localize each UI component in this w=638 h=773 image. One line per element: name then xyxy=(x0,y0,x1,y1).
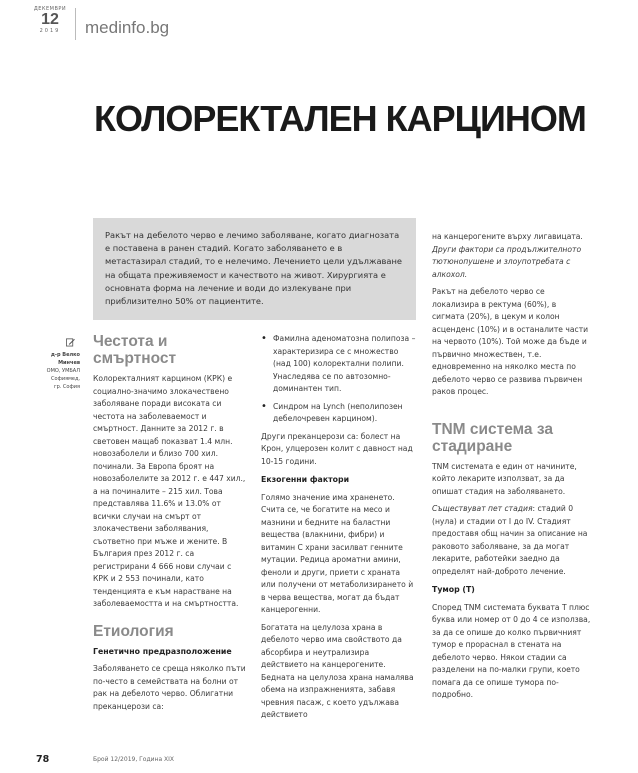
paragraph: Според TNM системата буквата T плюс буква или номер от 0 до 4 се използва, за да се опише до колко първичният тумор е прораснал в стената на дебелото черво. Някои стадии са разделени на по-малки групи, което помага да се опише тумора по-подробно. xyxy=(432,602,591,699)
header-divider xyxy=(75,8,76,40)
paragraph: Заболяването се среща няколко пъти по-често в семействата на болни от рак на дебелото черво. Облигатни преканцерози са: xyxy=(93,664,246,711)
intro-text: Ракът на дебелото черво е лечимо заболяване, когато диагнозата е поставена в ранен стадий. Когато заболяването е в метастазирал стадий, то е нелечимо. Лечението цели удължаване на общата преживяемост и качеството на живот. Хирургията е основната форма на лечение и води до излекуване при приблизително 50% от пациентите. xyxy=(105,230,403,307)
issue-month: ДЕКЕМВРИ xyxy=(33,6,67,12)
column-2 xyxy=(261,333,416,727)
subheading-exogenous: Екзогенни фактори xyxy=(261,475,350,484)
section-heading-etiology: Етиология xyxy=(93,622,174,640)
paragraph: Ракът на дебелото черво се локализира в ректума (60%), в сигмата (20%), в цекум и колон асценденс (10%) и в останалите части на червото (10%). Той може да бъде и първично множествен, т.е. едновременно на няколко места по дебелото черво се развива първичен раков процес. xyxy=(432,287,589,396)
paragraph: TNM системата е един от начините, който лекарите използват, за да опишат стадия на заболяването. xyxy=(432,461,577,496)
section-heading-incidence: Честота и смъртност xyxy=(93,333,177,367)
paragraph: Колоректалният карцином (КРК) е социално-значимо злокачествено заболяване поради високата си честота на заболеваемост и смъртност. Данните за 2012 г. в световен мащаб показват 1.4 млн. новозаболели и близо 700 хил. починали. За Европа броят на новозаболелите за 2012 г. е 447 хил., а на починалите – 215 хил. Това представлява 11.6% и 13.0% от всички случаи на смърт от злокачествени заболявания, съответно при мъже и жените. В България през 2012 г. са регистрирани 4 666 нови случаи с КРК и 2 553 починали, като тенденцията е към нарастване на заболеваемостта и на смъртността. xyxy=(93,374,246,608)
list-item: • Синдром на Lynch (неполипозен дебелочревен карцином). xyxy=(261,401,416,426)
article-title: КОЛОРЕКТАЛЕН КАРЦИНОМ xyxy=(94,98,586,139)
page-number: 78 xyxy=(36,754,50,765)
author-name-line2: Минчев xyxy=(58,360,80,366)
emphasis-text: Съществуват пет стадия xyxy=(432,504,533,513)
author-affiliation-line1: ОМО, УМБАЛ xyxy=(46,368,80,374)
paragraph: на канцерогените върху лигавицата. xyxy=(432,232,583,241)
precancerosis-list xyxy=(261,333,416,426)
issue-number: 12 xyxy=(41,11,59,28)
list-item: • Фамилна аденоматозна полипоза – характеризира се с множество (над 100) колоректални полипи. Унаследява се по автозомно-доминантен тип. xyxy=(261,333,416,396)
site-name: medinfo.bg xyxy=(85,18,170,37)
issue-badge xyxy=(30,6,70,35)
column-1 xyxy=(93,333,246,718)
author-affiliation-line2: Софиямед, xyxy=(51,376,80,382)
intro-box xyxy=(93,218,416,320)
column-3 xyxy=(432,231,591,707)
issue-year: 2019 xyxy=(39,28,61,34)
paragraph: Богатата на целулоза храна в дебелото черво има свойството да абсорбира и неутрализира действието на канцерогените. Бедната на целулоза храна намалява обема на изпражненията, забавя чревния пасаж, с което удължава действието xyxy=(261,622,414,719)
paragraph xyxy=(432,503,591,578)
section-heading-tnm: TNM система за стадиране xyxy=(432,420,553,455)
paragraph: Други фактори са продължителното тютюнопушене и злоупотребата с алкохол. xyxy=(432,244,582,279)
author-affiliation-line3: гр. София xyxy=(53,384,80,390)
author-info xyxy=(36,351,80,391)
subheading-tumor: Тумор (T) xyxy=(432,585,475,594)
paragraph: Голямо значение има храненето. Счита се, че богатите на месо и мазнини и бедните на баластни вещества (влакнини, фибри) и витамин С храни засилват генните мутации. Редица ароматни амини, феноли и други, приети с храната или получени от метаболизирането ѝ в черва вещества, могат да бъдат канцерогенни. xyxy=(261,492,414,614)
author-name-line1: д-р Велко xyxy=(50,352,80,358)
pen-icon xyxy=(66,337,75,347)
footer-issue: Брой 12/2019, Година XIX xyxy=(93,756,175,763)
paragraph: Други преканцерози са: болест на Крон, улцерозен колит с давност над 10-15 години. xyxy=(261,431,413,466)
paragraph-text: : стадий 0 (нула) и стадии от I до IV. Стадият предоставя общ начин за описание на раковото заболяване, за да могат лекарите, работейки заедно да определят най-доброто лечение. xyxy=(432,504,588,576)
subheading-genetic: Генетично предразположение xyxy=(93,646,232,656)
